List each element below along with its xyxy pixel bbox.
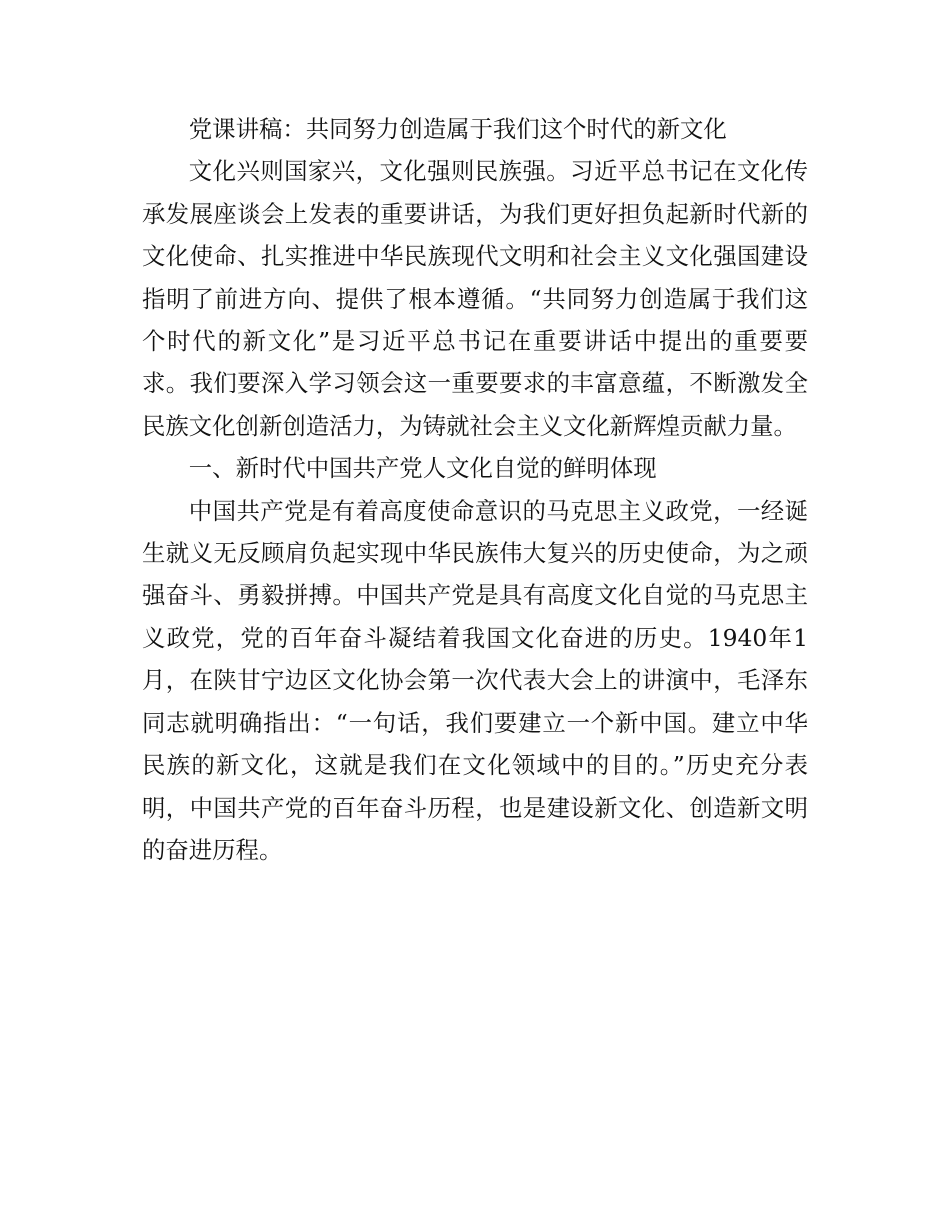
document-title: 党课讲稿：共同努力创造属于我们这个时代的新文化 xyxy=(188,115,727,143)
document-body xyxy=(142,108,808,871)
section-paragraph: 中国共产党是有着高度使命意识的马克思主义政党，一经诞生就义无反顾肩负起实现中华民族伟大复兴的历史使命，为之顽强奋斗、勇毅拼搏。中国共产党是具有高度文化自觉的马克思主义政党，党的百年奋斗凝结着我国文化奋进的历史。1940年1月，在陕甘宁边区文化协会第一次代表大会上的讲演中，毛泽东同志就明确指出：“一句话，我们要建立一个新中国。建立中华民族的新文化，这就是我们在文化领域中的目的。”历史充分表明，中国共产党的百年奋斗历程，也是建设新文化、创造新文明的奋进历程。 xyxy=(142,496,808,864)
section-heading: 一、新时代中国共产党人文化自觉的鲜明体现 xyxy=(188,454,657,483)
intro-paragraph: 文化兴则国家兴，文化强则民族强。习近平总书记在文化传承发展座谈会上发表的重要讲话，为我们更好担负起新时代新的文化使命、扎实推进中华民族现代文明和社会主义文化强国建设指明了前进方向、提供了根本遵循。“共同努力创造属于我们这个时代的新文化”是习近平总书记在重要讲话中提出的重要要求。我们要深入学习领会这一重要要求的丰富意蕴，不断激发全民族文化创新创造活力，为铸就社会主义文化新辉煌贡献力量。 xyxy=(142,157,808,440)
